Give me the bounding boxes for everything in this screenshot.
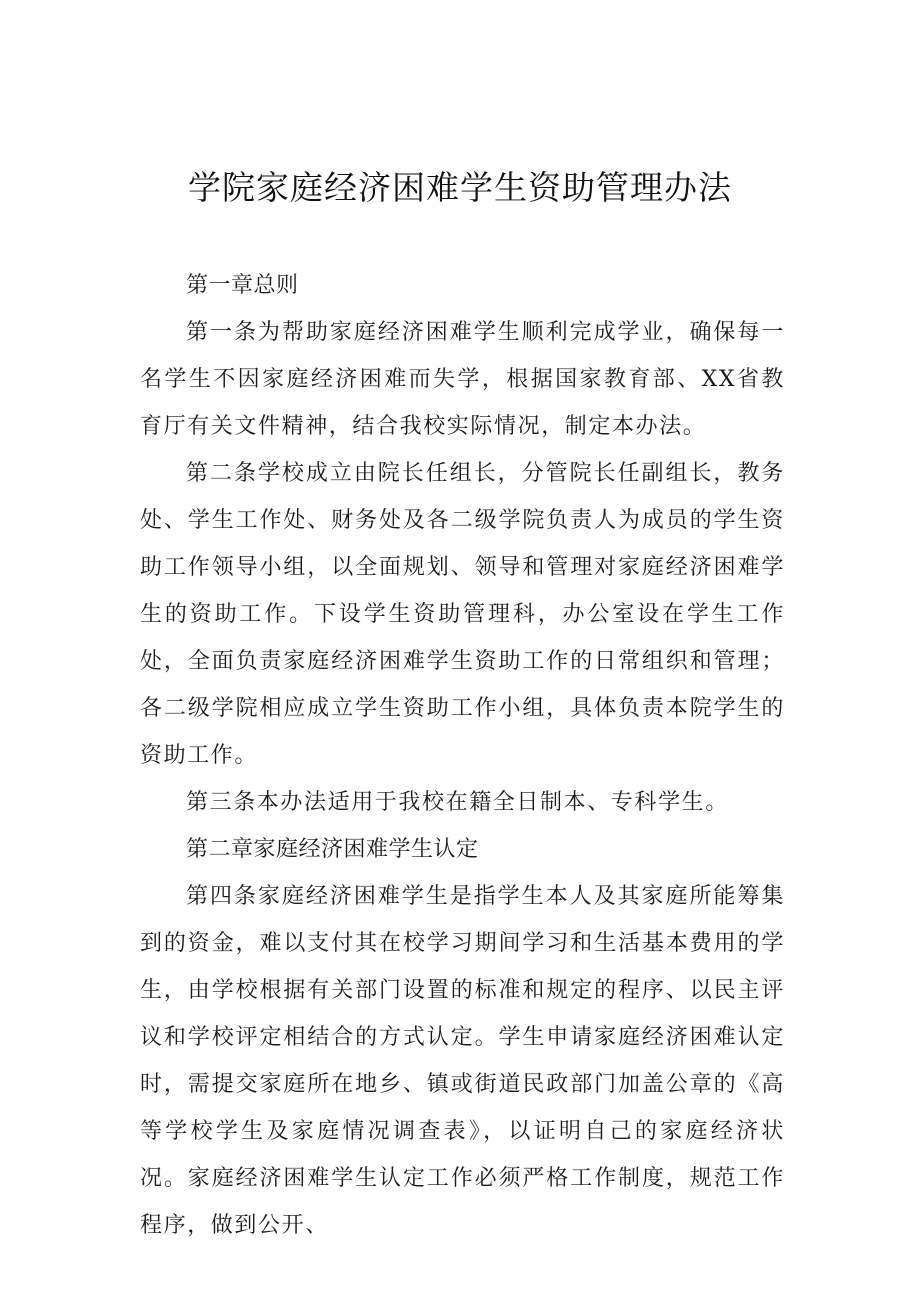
article-2-paragraph: 第二条学校成立由院长任组长，分管院长任副组长，教务处、学生工作处、财务处及各二级学院负责人为成员的学生资助工作领导小组，以全面规划、领导和管理对家庭经济困难学生的资助工作。下设学生资助管理科，办公室设在学生工作处，全面负责家庭经济困难学生资助工作的日常组织和管理；各二级学院相应成立学生资助工作小组，具体负责本院学生的资助工作。 bbox=[140, 461, 785, 768]
article-1-paragraph: 第一条为帮助家庭经济困难学生顺利完成学业，确保每一名学生不因家庭经济困难而失学，根据国家教育部、XX省教育厅有关文件精神，结合我校实际情况，制定本办法。 bbox=[140, 320, 785, 439]
document-body bbox=[140, 262, 785, 1249]
document-title: 学院家庭经济困难学生资助管理办法 bbox=[188, 168, 732, 207]
chapter-heading-2: 第二章家庭经济困难学生认定 bbox=[186, 837, 479, 862]
article-4-paragraph: 第四条家庭经济困难学生是指学生本人及其家庭所能筹集到的资金，难以支付其在校学习期间学习和生活基本费用的学生，由学校根据有关部门设置的标准和规定的程序、以民主评议和学校评定相结合的方式认定。学生申请家庭经济困难认定时，需提交家庭所在地乡、镇或街道民政部门加盖公章的《高等学校学生及家庭情况调查表》，以证明自己的家庭经济状况。家庭经济困难学生认定工作必须严格工作制度，规范工作程序，做到公开、 bbox=[140, 884, 785, 1238]
article-3-paragraph: 第三条本办法适用于我校在籍全日制本、专科学生。 bbox=[186, 790, 729, 815]
chapter-heading-1: 第一章总则 bbox=[186, 273, 299, 298]
